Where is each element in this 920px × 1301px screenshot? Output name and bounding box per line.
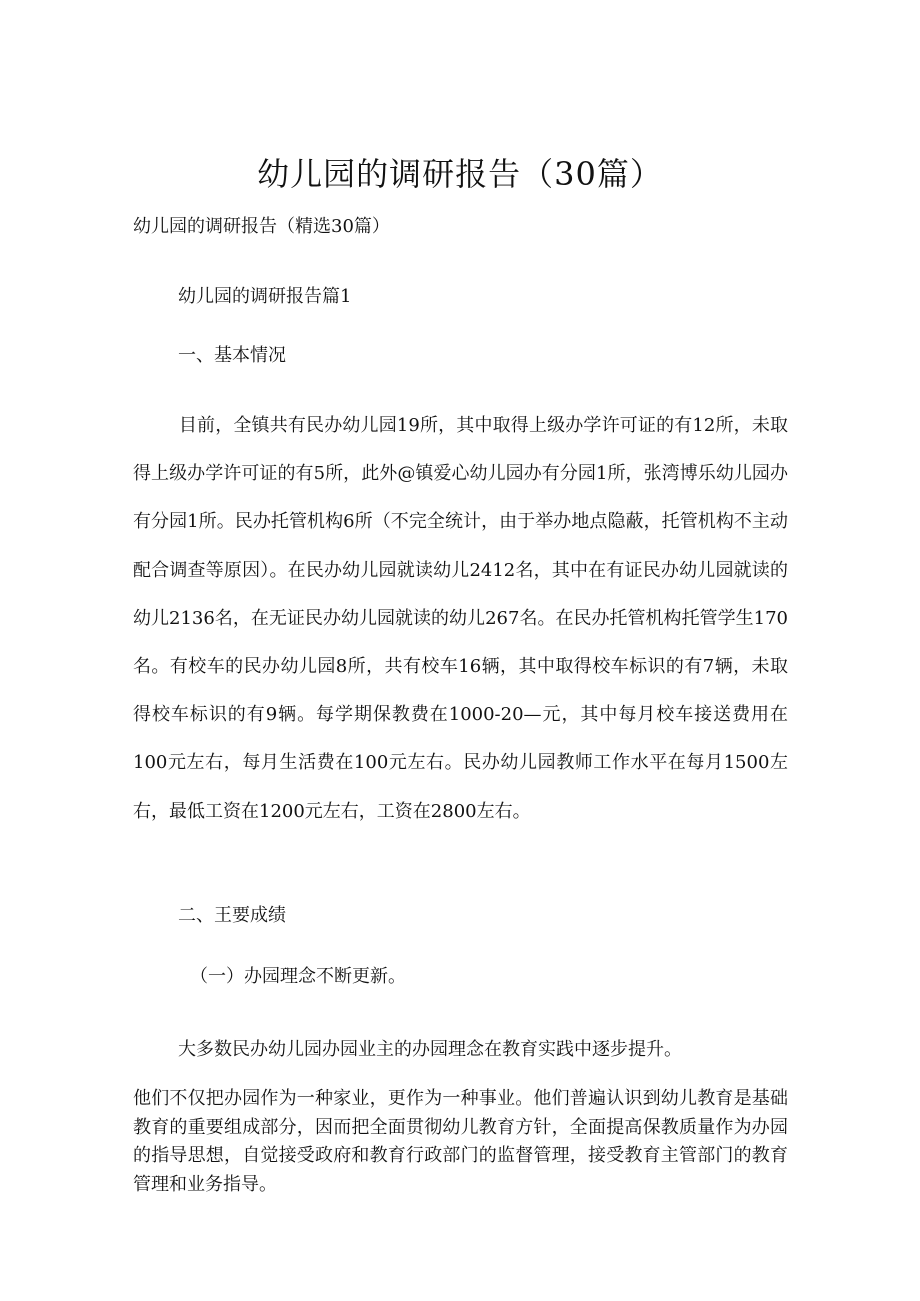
heading-basic-situation: 一、基本情况: [178, 345, 286, 366]
document-subtitle: 幼儿园的调研报告（精选30篇）: [133, 216, 390, 237]
document-title: 幼儿园的调研报告（30篇）: [257, 155, 663, 193]
paragraph-philosophy-detail: 他们不仅把办园作为一种家业，更作为一种事业。他们普遍认识到幼儿教育是基础教育的重要组成部分，因而把全面贯彻幼儿教育方针，全面提高保教质量作为办园的指导思想，自觉接受政府和教育行政部门的监督管理，接受教育主管部门的教育管理和业务指导。: [133, 1088, 788, 1195]
paragraph-philosophy-intro: 大多数民办幼儿园办园业主的办园理念在教育实践中逐步提升。: [178, 1039, 682, 1060]
section-heading: 幼儿园的调研报告篇1: [178, 286, 352, 307]
paragraph-basic-situation: 目前，全镇共有民办幼儿园19所，其中取得上级办学许可证的有12所，未取得上级办学许可证的有5所，此外@镇爱心幼儿园办有分园1所，张湾博乐幼儿园办有分园1所。民办托管机构6所（不完全统计，由于举办地点隐蔽，托管机构不主动配合调查等原因）。在民办幼儿园就读幼儿2412名，其中在有证民办幼儿园就读的幼儿2136名，在无证民办幼儿园就读的幼儿267名。在民办托管机构托管学生170名。有校车的民办幼儿园8所，共有校车16辆，其中取得校车标识的有7辆，未取得校车标识的有9辆。每学期保教费在1000-20—元，其中每月校车接送费用在100元左右，每月生活费在100元左右。民办幼儿园教师工作水平在每月1500左右，最低工资在1200元左右，工资在2800左右。: [133, 415, 788, 822]
heading-main-achievements: 二、王要成绩: [178, 905, 286, 926]
subheading-philosophy: （一）办园理念不断更新。: [190, 966, 406, 987]
